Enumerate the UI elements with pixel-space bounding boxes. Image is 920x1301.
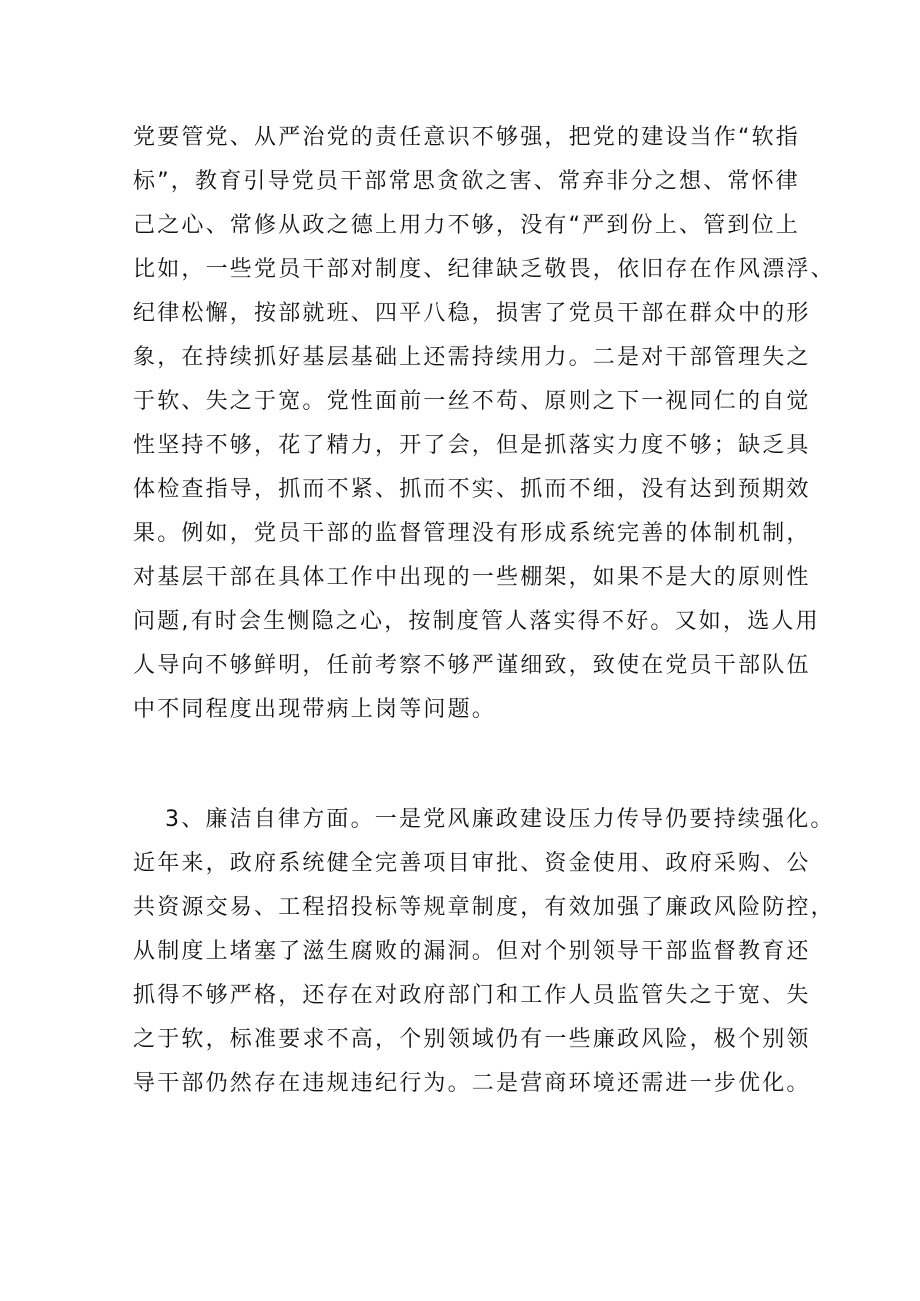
paragraph-1-line: 于软、失之于宽。党性面前一丝不苟、原则之下一视同仁的自觉 [133,389,811,414]
paragraph-1-line: 中不同程度出现带病上岗等问题。 [133,697,497,722]
paragraph-2-line: 抓得不够严格，还存在对政府部门和工作人员监管失之于宽、失 [133,983,811,1008]
paragraph-1-line: 党要管党、从严治党的责任意识不够强，把党的建设当作“软指 [133,125,800,150]
paragraph-2-line: 近年来，政府系统健全完善项目审批、资金使用、政府采购、公 [133,851,811,876]
paragraph-2-heading-line: 3、廉洁自律方面。一是党风廉政建设压力传导仍要持续强化。 [165,807,835,832]
paragraph-1-line: 体检查指导，抓而不紧、抓而不实、抓而不细，没有达到预期效 [133,477,811,502]
paragraph-1-line: 比如，一些党员干部对制度、纪律缺乏敬畏，依旧存在作风漂浮、 [133,257,835,282]
paragraph-1-line: 标”，教育引导党员干部常思贪欲之害、常弃非分之想、常怀律 [133,169,800,194]
paragraph-1-line: 人导向不够鲜明，任前考察不够严谨细致，致使在党员干部队伍 [133,653,811,678]
paragraph-1-line: 己之心、常修从政之德上用力不够，没有“严到份上、管到位上 [133,213,800,238]
paragraph-1-line: 对基层干部在具体工作中出现的一些棚架，如果不是大的原则性 [133,565,811,590]
paragraph-1-line: 性坚持不够，花了精力，开了会，但是抓落实力度不够；缺乏具 [133,433,811,458]
paragraph-1-line: 果。例如，党员干部的监督管理没有形成系统完善的体制机制， [133,521,811,546]
paragraph-2-line: 共资源交易、工程招投标等规章制度，有效加强了廉政风险防控， [133,895,835,920]
paragraph-1-line: 纪律松懈，按部就班、四平八稳，损害了党员干部在群众中的形 [133,301,811,326]
paragraph-1-line: 问题,有时会生恻隐之心，按制度管人落实得不好。又如，选人用 [133,609,820,634]
paragraph-2-line: 之于软，标准要求不高，个别领域仍有一些廉政风险，极个别领 [133,1027,811,1052]
paragraph-2-line: 导干部仍然存在违规违纪行为。二是营商环境还需进一步优化。 [133,1071,811,1096]
paragraph-2-line: 从制度上堵塞了滋生腐败的漏洞。但对个别领导干部监督教育还 [133,939,811,964]
paragraph-1-line: 象，在持续抓好基层基础上还需持续用力。二是对干部管理失之 [133,345,811,370]
